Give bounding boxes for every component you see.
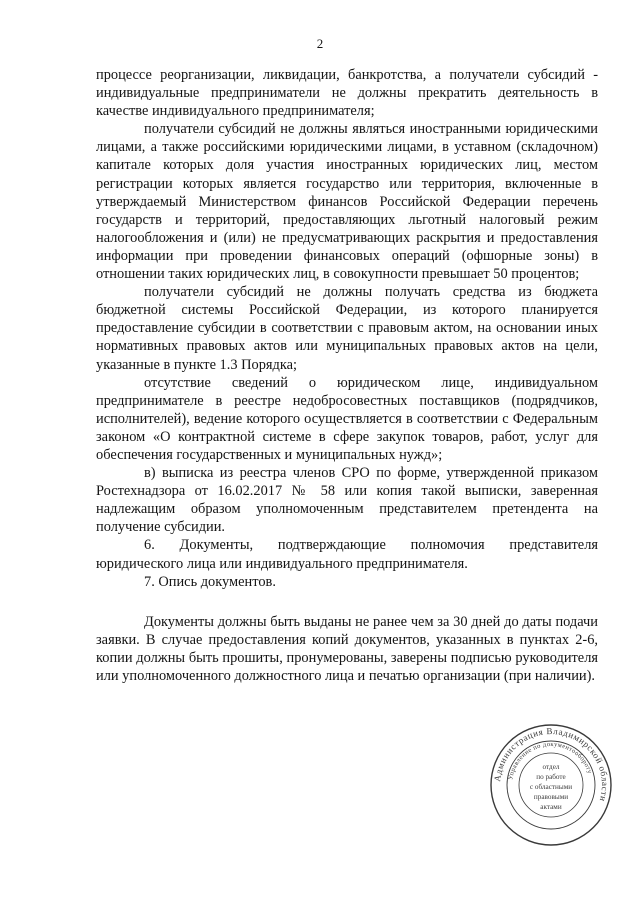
list-item-6: 6. Документы, подтверждающие полномочия представителя юридического лица или индивидуального предпринимателя. bbox=[96, 537, 598, 572]
stamp-center-line-5: актами bbox=[540, 803, 562, 811]
stamp-inner-ring-text: Управление по документообороту bbox=[507, 740, 594, 781]
document-body bbox=[96, 66, 598, 685]
stamp-center-line-1: отдел bbox=[542, 763, 560, 771]
stamp-center-line-3: с областными bbox=[529, 783, 573, 791]
paragraph-document-validity: Документы должны быть выданы не ранее чем за 30 дней до даты подачи заявки. В случае предоставления копий документов, указанных в пунктах 2-6, копии должны быть прошиты, пронумерованы, заверены подписью руководителя или уполномоченного должностного лица и печатью организации (при наличии). bbox=[96, 613, 598, 684]
stamp-center-line-4: правовыми bbox=[533, 793, 569, 801]
paragraph-budget-funds: получатели субсидий не должны получать средства из бюджета бюджетной системы Российской Федерации, из которого планируется предоставление субсидии в соответствии с правовым актом, на основании иных нормативных правовых актов или муниципальных правовых актов на цели, указанные в пункте 1.3 Порядка; bbox=[96, 284, 598, 373]
paragraph-continuation: процессе реорганизации, ликвидации, банкротства, а получатели субсидий - индивидуальные предприниматели не должны прекратить деятельность в качестве индивидуального предпринимателя; bbox=[96, 67, 598, 120]
stamp-center-line-2: по работе bbox=[536, 773, 566, 781]
official-stamp bbox=[488, 722, 614, 848]
stamp-ring-text: Администрация Владимирской области bbox=[492, 725, 611, 803]
paragraph-sro-extract: в) выписка из реестра членов СРО по форме, утвержденной приказом Ростехнадзора от 16.02.2017 № 58 или копия такой выписки, заверенная надлежащим образом уполномоченным представителем претендента на получение субсидии. bbox=[96, 465, 598, 536]
paragraph-foreign-entities: получатели субсидий не должны являться иностранными юридическими лицами, а также российскими юридическими лицами, в уставном (складочном) капитале которых доля участия иностранных юридических лиц, местом регистрации которых является государство или территория, включенные в утверждаемый Министерством финансов Российской Федерации перечень государств и территорий, предоставляющих льготный налоговый режим налогообложения и (или) не предусматривающих раскрытия и предоставления информации при проведении финансовых операций (офшорные зоны) в отношении таких юридических лиц, в совокупности превышает 50 процентов; bbox=[96, 121, 598, 283]
page-number: 2 bbox=[316, 36, 324, 51]
list-item-7: 7. Опись документов. bbox=[144, 573, 276, 590]
stamp-seal-icon bbox=[488, 722, 614, 848]
paragraph-unfair-suppliers: отсутствие сведений о юридическом лице, индивидуальном предпринимателе в реестре недобросовестных поставщиков (подрядчиков, исполнителей), ведение которого осуществляется в соответствии с Федеральным законом «О контрактной системе в сфере закупок товаров, работ, услуг для обеспечения государственных и муниципальных нужд»; bbox=[96, 374, 598, 463]
